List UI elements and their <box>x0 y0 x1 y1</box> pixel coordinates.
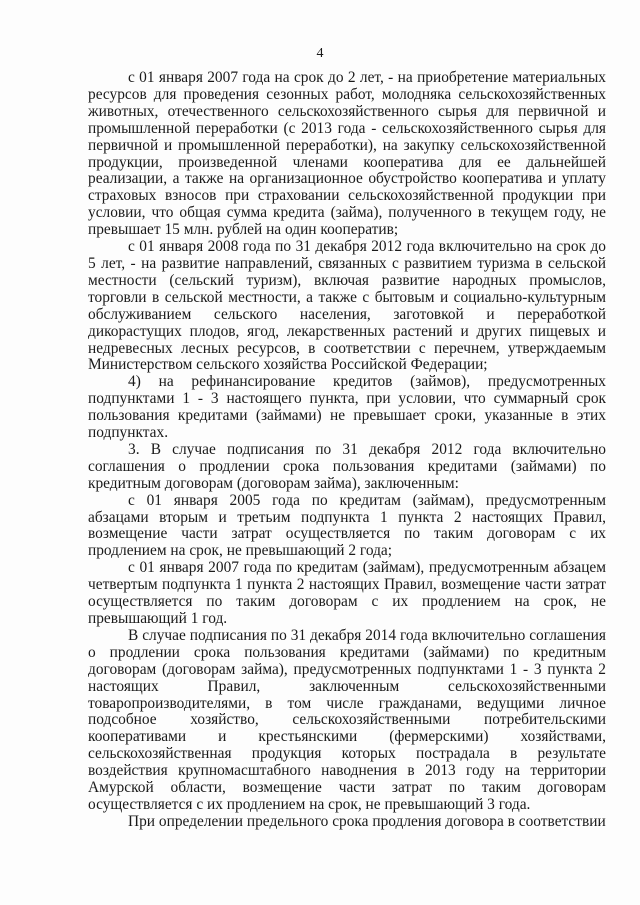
paragraph-loans-2007: с 01 января 2007 года по кредитам (займам), предусмотренным абзацем четвертым подпункта 1 пункта 2 настоящих Правил, возмещение части затрат осуществляется по таким договорам с их продлением на срок, не превышающий 1 год. <box>88 559 606 627</box>
page-number: 4 <box>316 46 324 61</box>
paragraph-loan-2008-tourism: с 01 января 2008 года по 31 декабря 2012 года включительно на срок до 5 лет, - на развитие направлений, связанных с развитием туризма в сельской местности (сельский туризм), включая развитие народных промыслов, торговли в сельской местности, а также с бытовым и социально-культурным обслуживанием сельского населения, заготовкой и переработкой дикорастущих плодов, ягод, лекарственных растений и других пищевых и недревесных лесных ресурсов, в соответствии с перечнем, утверждаемым Министерством сельского хозяйства Российской Федерации; <box>88 238 606 374</box>
document-body <box>88 70 606 831</box>
paragraph-refinancing: 4) на рефинансирование кредитов (займов), предусмотренных подпунктами 1 - 3 настоящего пункта, при условии, что суммарный срок пользования кредитами (займами) не превышает сроки, указанные в этих подпунктах. <box>88 373 606 442</box>
paragraph-loans-2005: с 01 января 2005 года по кредитам (займам), предусмотренным абзацами вторым и третьим подпункта 1 пункта 2 настоящих Правил, возмещение части затрат осуществляется по таким договорам с их продлением на срок, не превышающий 2 года; <box>88 491 606 560</box>
paragraph-flood-2013: В случае подписания по 31 декабря 2014 года включительно соглашения о продлении срока пользования кредитами (займами) по кредитным договорам (договорам займа), предусмотренных подпунктами 1 - 3 пункта 2 настоящих Правил, заключенным сельскохозяйственными товаропроизводителями, в том числе гражданами, ведущими личное подсобное хозяйство, сельскохозяйственными потребительскими кооперативами и крестьянскими (фермерскими) хозяйствами, сельскохозяйственная продукция которых пострадала в результате воздействия крупномасштабного наводнения в 2013 году на территории Амурской области, возмещение части затрат по таким договорам осуществляется с их продлением на срок, не превышающий 3 года. <box>88 626 606 813</box>
paragraph-clause-3: 3. В случае подписания по 31 декабря 2012 года включительно соглашения о продлении срока пользования кредитами (займами) по кредитным договорам (договорам займа), заключенным: <box>88 440 606 492</box>
paragraph-loan-2007: с 01 января 2007 года на срок до 2 лет, - на приобретение материальных ресурсов для проведения сезонных работ, молодняка сельскохозяйственных животных, отечественного сельскохозяйственного сырья для первичной и промышленной переработки (с 2013 года - сельскохозяйственного сырья для первичной и промышленной переработки), на закупку сельскохозяйственной продукции, произведенной членами кооператива для ее дальнейшей реализации, а также на организационное обустройство кооператива и уплату страховых взносов при страховании сельскохозяйственной продукции при условии, что общая сумма кредита (займа), полученного в текущем году, не превышает 15 млн. рублей на один кооператив; <box>88 69 606 239</box>
paragraph-extension-term: При определении предельного срока продления договора в соответствии <box>128 812 606 830</box>
